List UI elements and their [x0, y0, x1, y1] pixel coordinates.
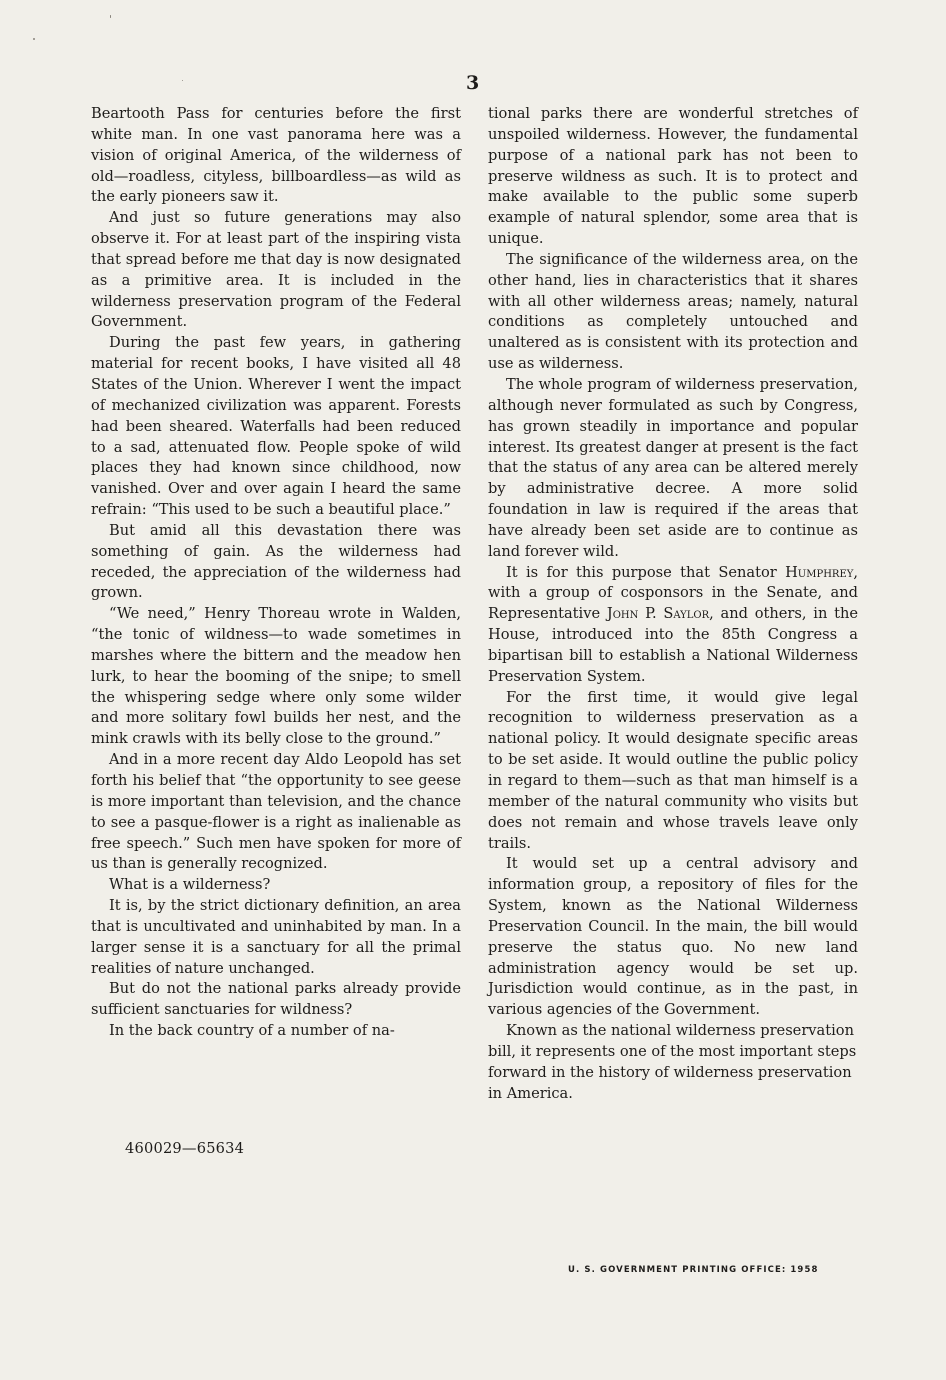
paragraph: It is, by the strict dictionary definition, an area that is uncultivated and uninhabited by man. In a larger sense it is a sanctuary for all the primal realities of nature unchanged.: [91, 897, 461, 977]
paragraph: [488, 563, 858, 688]
paragraph: And in a more recent day Aldo Leopold has set forth his belief that “the opportunity to see geese is more important than television, and the chance to see a pasque-flower is a right as inalienable as free speech.” Such men have spoken for more of us than is generally recognized.: [91, 751, 461, 873]
text-run: , with a group of cosponsors in the Senate, and Representative: [488, 563, 858, 623]
paragraph: During the past few years, in gathering material for recent books, I have visited all 48 States of the Union. Wherever I went the impact of mechanized civilization was apparent. Forests had been sheared. Waterfalls had been reduced to a sad, attenuated flow. People spoke of wild places they had known since childhood, now vanished. Over and over again I heard the same refrain: “This used to be such a beautiful place.”: [91, 334, 461, 519]
page-number: 3: [466, 72, 480, 94]
printer-imprint: U. S. GOVERNMENT PRINTING OFFICE: 1958: [568, 1265, 819, 1275]
paragraph: In the back country of a number of na-: [109, 1022, 395, 1040]
paragraph: And just so future generations may also observe it. For at least part of the inspiring vista that spread before me that day is now designated as a primitive area. It is included in the wilderness preservation program of the Federal Government.: [91, 209, 461, 331]
paper-speck: [110, 15, 111, 18]
paragraph: The whole program of wilderness preservation, although never formulated as such by Congress, has grown steadily in importance and popular interest. Its greatest danger at present is the fact that the status of any area can be altered merely by administrative decree. A more solid foundation in law is required if the areas that have already been set aside are to continue as land forever wild.: [488, 375, 858, 560]
paragraph: Known as the national wilderness preservation bill, it represents one of the most important steps forward in the history of wilderness preservation in America.: [488, 1022, 857, 1102]
left-column: [91, 104, 461, 1042]
paragraph: It would set up a central advisory and information group, a repository of files for the System, known as the National Wilderness Preservation Council. In the main, the bill would preserve the status quo. No new land administration agency would be set up. Jurisdiction would continue, as in the past, in various agencies of the Government.: [488, 855, 858, 1019]
paragraph: The significance of the wilderness area, on the other hand, lies in characteristics that it shares with all other wilderness areas; namely, natural conditions as completely untouched and unaltered as is consistent with its protection and use as wilderness.: [488, 250, 858, 373]
paragraph: But do not the national parks already provide sufficient sanctuaries for wildness?: [91, 980, 461, 1019]
paragraph: For the first time, it would give legal recognition to wilderness preservation as a national policy. It would designate specific areas to be set aside. It would outline the public policy in regard to them—such as that man himself is a member of the natural community who visits but does not remain and whose travels leave only trails.: [488, 688, 858, 852]
text-run: , and others, in the House, introduced into the 85th Congress a bipartisan bill to establish a National Wilderness Preservation System.: [488, 605, 858, 685]
right-column: [488, 104, 858, 1105]
paragraph: tional parks there are wonderful stretches of unspoiled wilderness. However, the fundamental purpose of a national park has not been to preserve wildness as such. It is to protect and make available to the public some superb example of natural splendor, some area that is unique.: [488, 105, 858, 248]
paper-speck: [33, 38, 35, 40]
representative-name: John P. Saylor: [606, 605, 710, 623]
paragraph: But amid all this devastation there was something of gain. As the wilderness had receded, the appreciation of the wilderness had grown.: [91, 521, 461, 602]
text-run: It is for this purpose that Senator: [506, 563, 786, 581]
paragraph: What is a wilderness?: [109, 876, 271, 894]
job-number: 460029—65634: [125, 1140, 245, 1157]
paper-speck: [182, 80, 183, 81]
paragraph: Beartooth Pass for centuries before the first white man. In one vast panorama here was a vision of original America, of the wilderness of old—roadless, cityless, billboardless—as wild as the early pioneers saw it.: [91, 105, 461, 206]
paragraph: “We need,” Henry Thoreau wrote in Walden, “the tonic of wildness—to wade sometimes in marshes where the bittern and the meadow hen lurk, to hear the booming of the snipe; to smell the whispering sedge where only some wilder and more solitary fowl builds her nest, and the mink crawls with its belly close to the ground.”: [91, 605, 461, 748]
senator-name: Humphrey: [785, 563, 854, 581]
